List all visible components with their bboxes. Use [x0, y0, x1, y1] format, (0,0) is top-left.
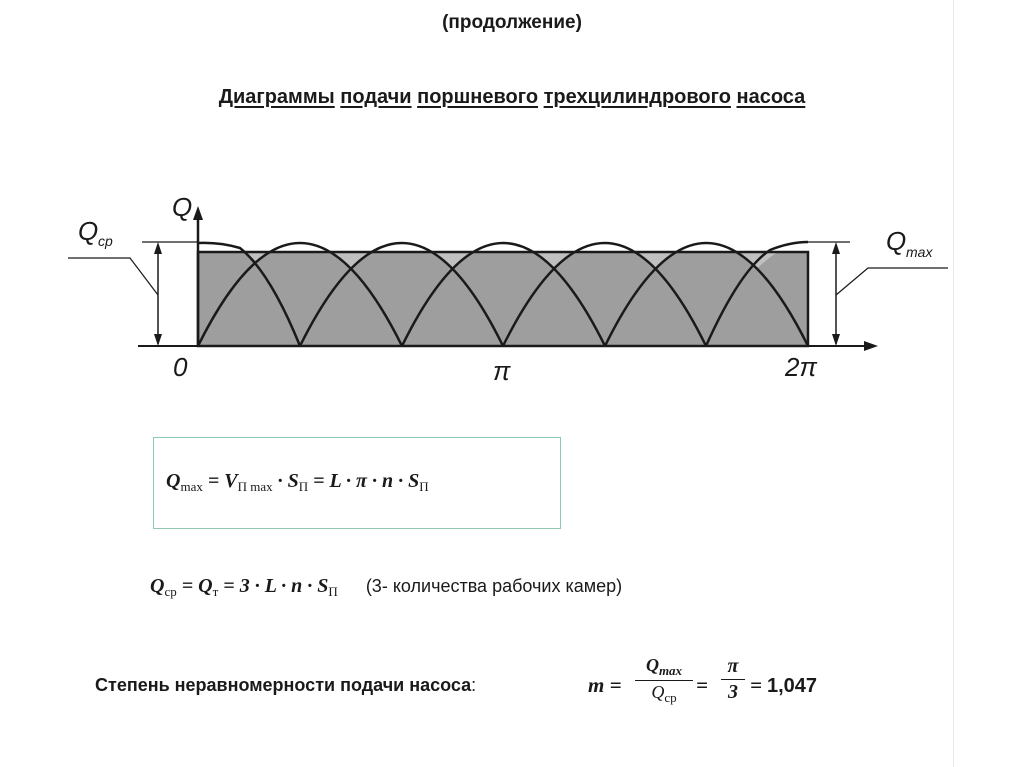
x-axis-arrow — [864, 341, 878, 351]
formula-subscript: П — [328, 584, 338, 599]
formula-subscript: max — [658, 663, 683, 678]
formula-symbol: S — [287, 470, 299, 492]
formula-operator: · — [341, 470, 357, 492]
formula-symbol: Q — [651, 682, 665, 702]
formula-subscript: ср — [664, 690, 677, 705]
formula-symbol: π — [356, 470, 367, 492]
formula-symbol: L — [264, 575, 277, 597]
nonuniformity-label-text: Степень неравномерности подачи насоса — [95, 675, 472, 695]
title-word: Диаграммы — [218, 86, 335, 108]
q-avg-formula — [150, 575, 622, 600]
fraction-numerator: π — [721, 655, 745, 680]
formula-operator: · — [366, 470, 382, 492]
formula-operator: = — [176, 575, 199, 597]
q-avg-arrow-up — [154, 242, 162, 254]
formula-symbol: 3 — [239, 575, 250, 597]
lower-arch-fills — [96, 242, 910, 346]
formula-symbol: S — [317, 575, 329, 597]
q-max-leader — [836, 268, 948, 295]
formula-symbol: n — [291, 575, 303, 597]
nonuniformity-colon: : — [471, 675, 477, 695]
q-max-arrow-up — [832, 242, 840, 254]
formula-operator: = — [696, 673, 708, 697]
q-max-formula-box — [153, 437, 561, 529]
formula-subscript: ср — [164, 584, 177, 599]
nonuniformity-result: 1,047 — [767, 675, 818, 697]
q-max-arrow-down — [832, 334, 840, 346]
pi-over-three-fraction — [721, 655, 745, 704]
formula-operator: = — [308, 470, 330, 492]
slide-subtitle: (продолжение) — [442, 12, 582, 33]
q-avg-arrow-down — [154, 334, 162, 346]
fraction-numerator — [635, 655, 693, 681]
formula-operator: · — [272, 470, 288, 492]
formula-operator: = — [604, 673, 622, 697]
tick-zero-label: 0 — [173, 352, 188, 382]
q-max-label-sub: max — [906, 244, 933, 260]
formula-symbol: Q — [150, 575, 165, 597]
formula-symbol: Q — [198, 575, 213, 597]
chamber-count-note: (3- количества рабочих камер) — [365, 576, 623, 596]
formula-operator: · — [249, 575, 265, 597]
formula-subscript: т — [212, 584, 219, 599]
formula-subscript: max — [180, 479, 203, 494]
formula-subscript: П — [419, 479, 429, 494]
q-ratio-fraction — [635, 655, 693, 706]
formula-m — [588, 673, 622, 698]
tick-pi-label: π — [493, 356, 511, 386]
formula-operator: · — [393, 470, 409, 492]
formula-operator: = — [218, 575, 240, 597]
fraction-denominator: 3 — [728, 681, 738, 703]
formula-operator: = — [202, 470, 225, 492]
y-axis-label: Q — [172, 192, 193, 222]
nonuniformity-label — [95, 675, 476, 696]
y-axis-arrow — [193, 206, 203, 220]
title-word: подачи — [340, 86, 412, 108]
title-word: трехцилиндрового — [543, 86, 731, 108]
title-word: поршневого — [417, 86, 539, 108]
formula-symbol: Q — [645, 655, 659, 675]
formula-subscript: П max — [237, 479, 273, 494]
formula-subscript: П — [298, 479, 309, 494]
q-avg-label: Q — [78, 216, 99, 246]
formula-symbol: n — [381, 470, 394, 492]
title-word: насоса — [736, 86, 806, 108]
formula-symbol: Q — [166, 470, 181, 492]
formula-operator: · — [276, 575, 292, 597]
flow-diagram — [60, 180, 960, 400]
formula-symbol: S — [408, 470, 420, 492]
fraction-denominator — [635, 681, 693, 706]
formula-operator: · — [302, 575, 318, 597]
flow-diagram-svg — [60, 180, 960, 395]
formula-operator: = — [750, 673, 762, 697]
q-max-formula — [166, 470, 429, 495]
formula-symbol: V — [224, 470, 238, 492]
q-max-label: Q — [886, 226, 907, 256]
q-avg-label-sub: ср — [98, 233, 113, 249]
formula-symbol: m — [588, 673, 605, 697]
q-avg-leader — [68, 258, 158, 295]
tick-two-pi-label: 2π — [785, 352, 817, 382]
formula-symbol: L — [329, 470, 342, 492]
slide-title — [0, 86, 1024, 109]
